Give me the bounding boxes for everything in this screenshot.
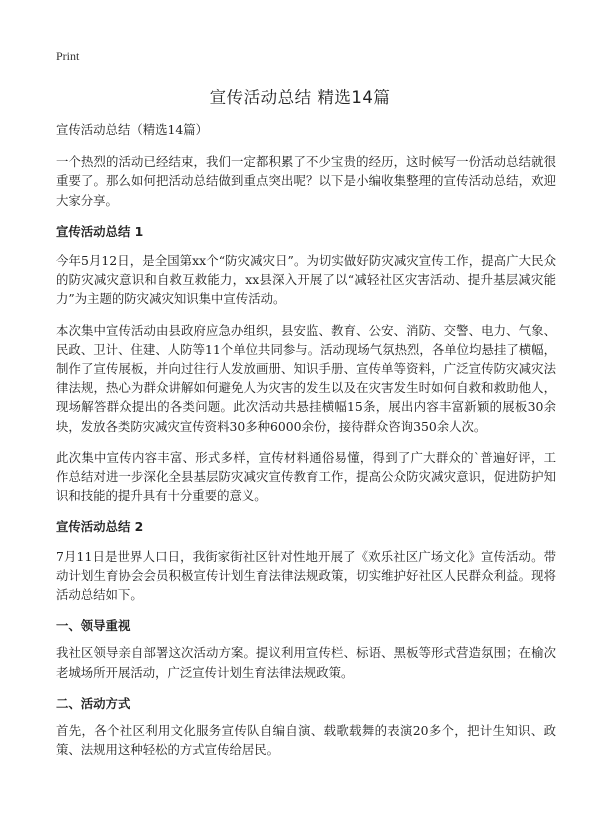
page-title: 宣传活动总结 精选14篇 [209, 88, 391, 107]
paragraph: 我社区领导亲自部署这次活动方案。提议利用宣传栏、标语、黑板等形式营造氛围；在榆次老城场所开展活动，广泛宣传计划生育法律法规政策。 [56, 645, 556, 680]
intro-paragraph: 一个热烈的活动已经结束，我们一定都积累了不少宝贵的经历，这时候写一份活动总结就很重要了。那么如何把活动总结做到重点突出呢？以下是小编收集整理的宣传活动总结，欢迎大家分享。 [56, 154, 556, 208]
print-link[interactable]: Print [56, 49, 80, 63]
paragraph: 7月11日是世界人口日，我街家街社区针对性地开展了《欢乐社区广场文化》宣传活动。带动计划生育协会会员积极宣传计划生育法律法规政策，切实维护好社区人民群众利益。现将活动总结如下。 [56, 548, 556, 603]
section-heading: 二、活动方式 [56, 695, 131, 711]
paragraph: 首先，各个社区利用文化服务宣传队自编自演、载歌载舞的表演20多个，把计生知识、政策、法规用这种轻松的方式宣传给居民。 [56, 723, 556, 758]
section-heading: 宣传活动总结 1 [56, 223, 144, 239]
section-heading: 宣传活动总结 2 [56, 519, 144, 535]
section-heading: 一、领导重视 [56, 618, 131, 634]
paragraph: 今年5月12日，是全国第xx个“防灾减灾日”。为切实做好防灾减灾宣传工作，提高广大民众的防灾减灾意识和自救互救能力，xx县深入开展了以“减轻社区灾害活动、提升基层减灾能力”为主题的防灾减灾知识集中宣传活动。 [56, 253, 556, 307]
article-body [56, 120, 556, 771]
paragraph: 本次集中宣传活动由县政府应急办组织，县安监、教育、公安、消防、交警、电力、气象、民政、卫计、住建、人防等11个单位共同参与。活动现场气氛热烈，各单位均悬挂了横幅，制作了宣传展板，并向过往行人发放画册、知识手册、宣传单等资料，广泛宣传防灾减灾法律法规，热心为群众讲解如何避免人为灾害的发生以及在灾害发生时如何自救和救助他人，现场解答群众提出的各类问题。此次活动共悬挂横幅15条，展出内容丰富新颖的展板30余块，发放各类防灾减灾宣传资料30多种6000余份，接待群众咨询350余人次。 [56, 322, 556, 434]
paragraph: 此次集中宣传内容丰富、形式多样，宣传材料通俗易懂，得到了广大群众的`普遍好评，工作总结对进一步深化全县基层防灾减灾宣传教育工作，提高公众防灾减灾意识，促进防护知识和技能的提升具有十分重要的意义。 [56, 449, 556, 504]
article-subtitle: 宣传活动总结（精选14篇） [56, 122, 209, 137]
